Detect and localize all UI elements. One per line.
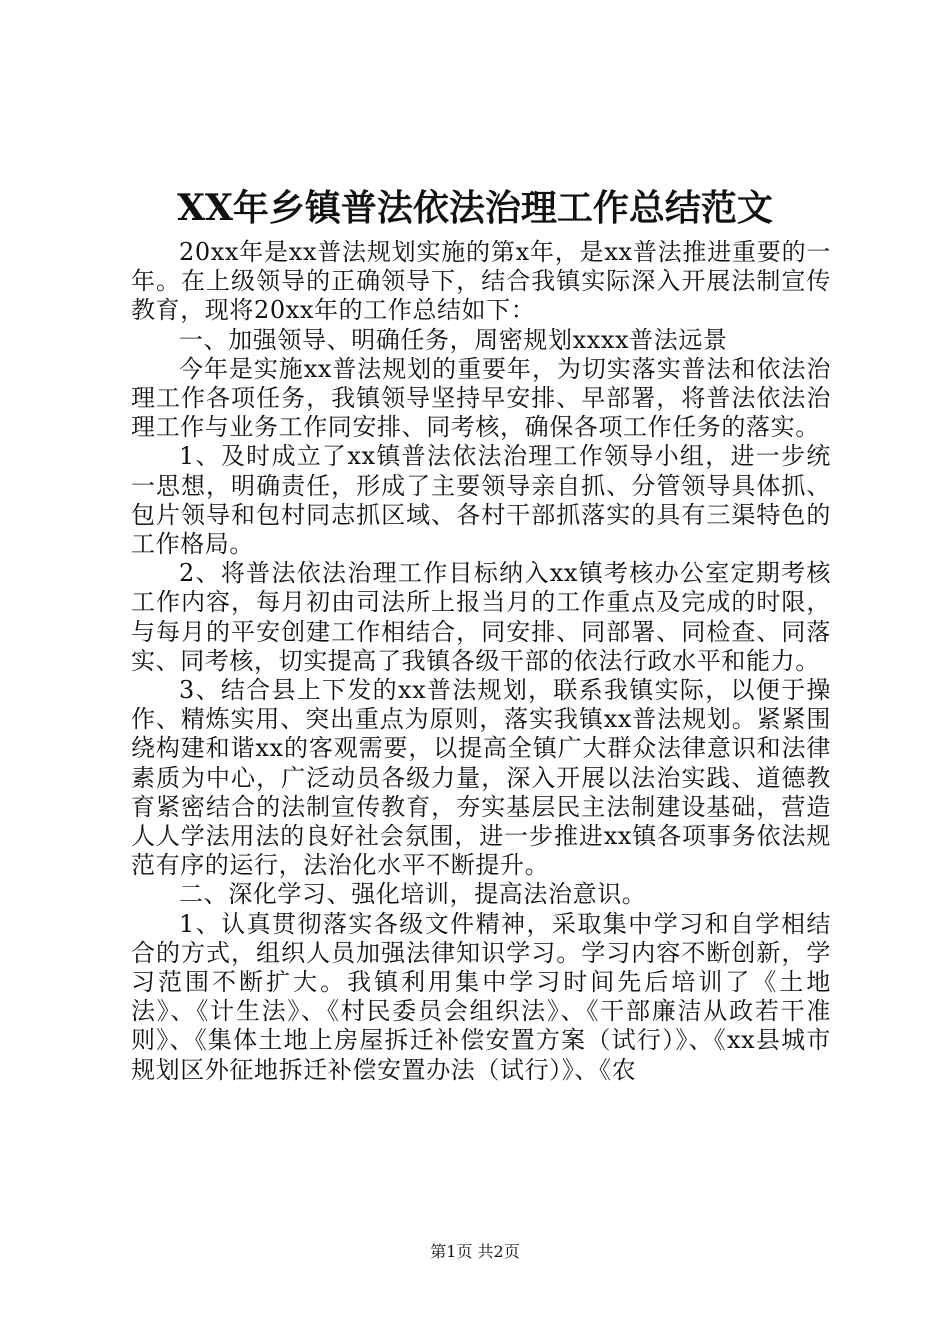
heading-section-1: 一、加强领导、明确任务，周密规划xxxx普法远景: [179, 325, 728, 354]
paragraph-intro: 20xx年是xx普法规划实施的第x年，是xx普法推进重要的一年。在上级领导的正确领导下，结合我镇实际深入开展法制宣传教育，现将20xx年的工作总结如下：: [131, 238, 831, 325]
paragraph-item-2: 2、将普法依法治理工作目标纳入xx镇考核办公室定期考核工作内容，每月初由司法所上报当月的工作重点及完成的时限，与每月的平安创建工作相结合，同安排、同部署、同检查、同落实、同考核，切实提高了我镇各级干部的依法行政水平和能力。: [131, 559, 831, 675]
paragraph-item-3: 3、结合县上下发的xx普法规划，联系我镇实际，以便于操作、精炼实用、突出重点为原则，落实我镇xx普法规划。紧紧围绕构建和谐xx的客观需要，以提高全镇广大群众法律意识和法律素质为中心，广泛动员各级力量，深入开展以法治实践、道德教育紧密结合的法制宣传教育，夯实基层民主法制建设基础，营造人人学法用法的良好社会氛围，进一步推进xx镇各项事务依法规范有序的运行，法治化水平不断提升。: [131, 676, 831, 880]
heading-section-2: 二、深化学习、强化培训，提高法治意识。: [179, 880, 647, 909]
page-footer: 第1页 共2页: [430, 1242, 520, 1261]
paragraph-section-2-item-1: 1、认真贯彻落实各级文件精神，采取集中学习和自学相结合的方式，组织人员加强法律知识学习。学习内容不断创新，学习范围不断扩大。我镇利用集中学习时间先后培训了《土地法》、《计生法》、《村民委员会组织法》、《干部廉洁从政若干准则》、《集体土地上房屋拆迁补偿安置方案（试行）》、《xx县城市规划区外征地拆迁补偿安置办法（试行）》、《农: [131, 909, 831, 1084]
document-body: [131, 238, 831, 1085]
paragraph-section-1-intro: 今年是实施xx普法规划的重要年，为切实落实普法和依法治理工作各项任务，我镇领导坚持早安排、早部署，将普法依法治理工作与业务工作同安排、同考核，确保各项工作任务的落实。: [131, 354, 831, 442]
document-title: XX年乡镇普法依法治理工作总结范文: [177, 187, 773, 229]
paragraph-item-1: 1、及时成立了xx镇普法依法治理工作领导小组，进一步统一思想，明确责任，形成了主要领导亲自抓、分管领导具体抓、包片领导和包村同志抓区域、各村干部抓落实的具有三渠特色的工作格局。: [131, 442, 831, 559]
